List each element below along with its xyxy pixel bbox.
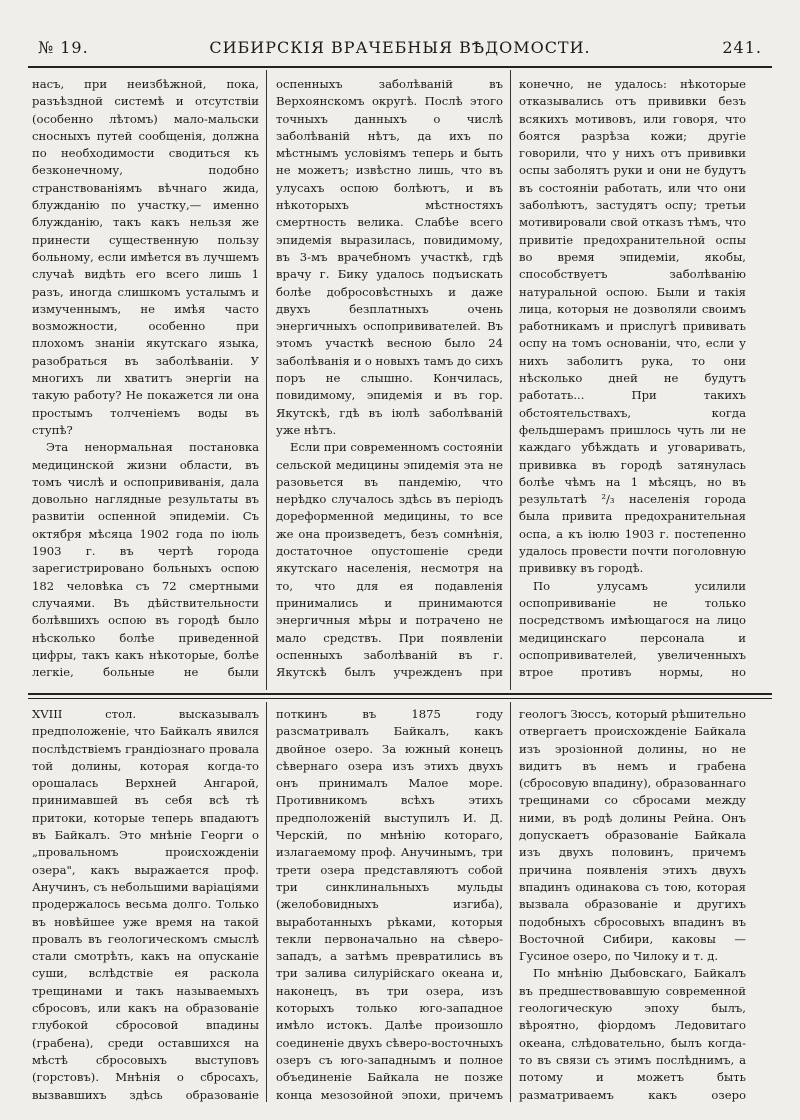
section-divider	[28, 698, 772, 699]
paragraph: конечно, не удалось: нѣкоторые отказывались отъ прививки безъ всякихъ мотивовъ, или говоря, что боятся разрѣза кожи; другіе говорили, что у нихъ отъ прививки оспы заболятъ руки и они не будутъ въ состояніи работать, или что они заболѣютъ, застудятъ оспу; третьи мотивировали свой отказъ тѣмъ, что привитіе предохранительной оспы во время эпидеміи, якобы, способствуетъ заболѣванію натуральной оспою. Были и такія лица, которыя не дозволяли своимъ работникамъ и прислугѣ прививать оспу на томъ основаніи, что, если у нихъ заболитъ рука, то они нѣсколько дней не будутъ работать... При такихъ обстоятельствахъ, когда фельдшерамъ пришлось чуть ли не каждаго убѣждать и уговаривать, прививка въ городѣ затянулась болѣе чѣмъ на 1 мѣсяцъ, но въ результатѣ ²/₃ населенія города была привита предохранительная оспа, а къ іюлю 1903 г. постепенно удалось провести почти поголовную прививку въ городѣ.	[519, 77, 746, 576]
column-divider	[510, 70, 511, 690]
column-divider	[510, 702, 511, 1102]
journal-title: СИБИРСКІЯ ВРАЧЕБНЫЯ ВѢДОМОСТИ.	[209, 38, 591, 57]
column-divider	[266, 70, 267, 690]
paragraph: поткинъ въ 1875 году разсматривалъ Байкалъ, какъ двойное озеро. За южный конецъ сѣвернаго озера изъ этихъ двухъ онъ принималъ Малое море. Противникомъ всѣхъ этихъ предположеній выступилъ И. Д. Черскій, по мнѣнію котораго, излагаемому проф. Анучинымъ, три трети озера представляютъ собой три синклинальныхъ мульды (желобовидныхъ изгиба), выработанныхъ рѣками, которыя текли первоначально на сѣверо-западъ, а затѣмъ превратились въ три залива силурійскаго океана и, наконецъ, въ три озера, изъ которыхъ только юго-западное имѣло истокъ. Далѣе произошло соединеніе двухъ сѣверо-восточныхъ озеръ съ юго-западнымъ и полное объединеніе Байкала не позже конца мезозойной эпохи, причемъ	[276, 707, 503, 1102]
paragraph: геологъ Зюссъ, который рѣшительно отвергаетъ происхожденіе Байкала изъ эрозіонной долины, но не видитъ въ немъ и грабена (сбросовую впадину), образованнаго трещинами со сбросами между ними, въ родѣ долины Рейна. Онъ допускаетъ образованіе Байкала изъ двухъ половинъ, причемъ причина появленія этихъ двухъ впадинъ одинакова съ тою, которая вызвала образованіе и другихъ подобныхъ сбросовыхъ впадинъ въ Восточной Сибири, каковы — Гусиное озеро, по Чилоку и т. д.	[519, 707, 746, 964]
article-column-1	[32, 76, 259, 684]
article-column-6	[519, 706, 746, 1102]
column-divider	[266, 702, 267, 1102]
article-column-4	[32, 706, 259, 1102]
paragraph: насъ, при неизбѣжной, пока, разъѣздной системѣ и отсутствіи (особенно лѣтомъ) мало-мальски сносныхъ путей сообщенія, должна по необходимости сводиться къ безконечному, подобно странствованіямъ вѣчнаго жида, блужданію по участку,— именно блужданію, такъ какъ нельзя же принести существенную пользу больному, если имѣется въ лучшемъ случаѣ видѣть его всего лишь 1 разъ, иногда слишкомъ усталымъ и измученнымъ, не имѣя часто возможности, особенно при плохомъ знаніи якутскаго языка, разобраться въ заболѣваніи. У многихъ ли хватитъ энергіи на такую работу? Не покажется ли она простымъ толченіемъ воды въ ступѣ?	[32, 77, 259, 437]
page-number: 241.	[722, 38, 762, 57]
issue-number: № 19.	[38, 38, 89, 57]
article-column-2	[276, 76, 503, 684]
page-header	[28, 38, 772, 64]
paragraph: По мнѣнію Дыбовскаго, Байкалъ въ предшествовавшую современной геологическую эпоху былъ, вѣроятно, фіордомъ Ледовитаго океана, слѣдовательно, былъ когда-то въ связи съ этимъ послѣднимъ, а потому и можетъ быть разматриваемъ какъ озеро	[519, 966, 746, 1102]
paragraph: оспенныхъ заболѣваній въ Верхоянскомъ округѣ. Послѣ этого точныхъ данныхъ о числѣ заболѣваній нѣтъ, да ихъ по мѣстнымъ условіямъ теперь и быть не можетъ; извѣстно лишь, что въ улусахъ оспою болѣютъ, и въ нѣкоторыхъ мѣстностяхъ смертность велика. Слабѣе всего эпидемія выразилась, повидимому, въ 3-мъ врачебномъ участкѣ, гдѣ врачу г. Бику удалось подъискать болѣе добросовѣстныхъ и даже двухъ безплатныхъ очень энергичныхъ оспопрививателей. Въ этомъ участкѣ весною было 24 заболѣванія и о новыхъ тамъ до сихъ поръ не слышно. Кончилась, повидимому, эпидемія и въ гор. Якутскѣ, гдѣ въ іюлѣ заболѣваній уже нѣтъ.	[276, 77, 503, 437]
article-column-3	[519, 76, 746, 684]
paragraph: По улусамъ усилили оспопрививаніе не только посредствомъ имѣющагося на лицо медицинскаго персонала и оспопрививателей, увеличенныхъ втрое противъ нормы, но	[519, 578, 746, 680]
paragraph: XVIII стол. высказывалъ предположеніе, что Байкалъ явился послѣдствіемъ грандіознаго провала той долины, которая когда-то орошалась Верхней Ангарой, принимавшей въ себя всѣ тѣ притоки, которые теперь впадаютъ въ Байкалъ. Это мнѣніе Георги о „провальномъ происхожденіи озера", какъ выражается проф. Анучинъ, съ небольшими варіаціями продержалось весьма долго. Только въ новѣйшее уже время на такой провалъ въ геологическомъ смыслѣ стали смотрѣть, какъ на опусканіе суши, вслѣдствіе ея раскола трещинами и такъ называемыхъ сбросовъ, или какъ на образованіе глубокой сбросовой впадины (грабена), среди оставшихся на мѣстѣ сбросовыхъ выступовъ (горстовъ). Мнѣнія о сбросахъ, вызвавшихъ здѣсь образованіе	[32, 707, 259, 1102]
section-divider	[28, 693, 772, 695]
header-rule	[28, 66, 772, 68]
paragraph: Если при современномъ состояніи сельской медицины эпидемія эта не разовьется въ пандемію, что нерѣдко случалось здѣсь въ періодъ дореформенной медицины, то все же она произведетъ, безъ сомнѣнія, достаточное опустошеніе среди якутскаго населенія, несмотря на то, что для ея подавленія принимались и принимаются энергичныя мѣры и потрачено не мало средствъ. При появленіи оспенныхъ заболѣваній въ г. Якутскѣ былъ учрежденъ при	[276, 440, 503, 680]
paragraph: Эта ненормальная постановка медицинской жизни области, въ томъ числѣ и оспопрививанія, дала довольно наглядные результаты въ развитіи оспенной эпидеміи. Съ октября мѣсяца 1902 года по іюль 1903 г. въ чертѣ города зарегистрировано больныхъ оспою 182 человѣка съ 72 смертными случаями. Въ дѣйствительности болѣвшихъ оспою въ городѣ было нѣсколько болѣе приведенной цифры, такъ какъ нѣкоторые, болѣе легкіе, больные не были	[32, 440, 259, 680]
article-column-5	[276, 706, 503, 1102]
